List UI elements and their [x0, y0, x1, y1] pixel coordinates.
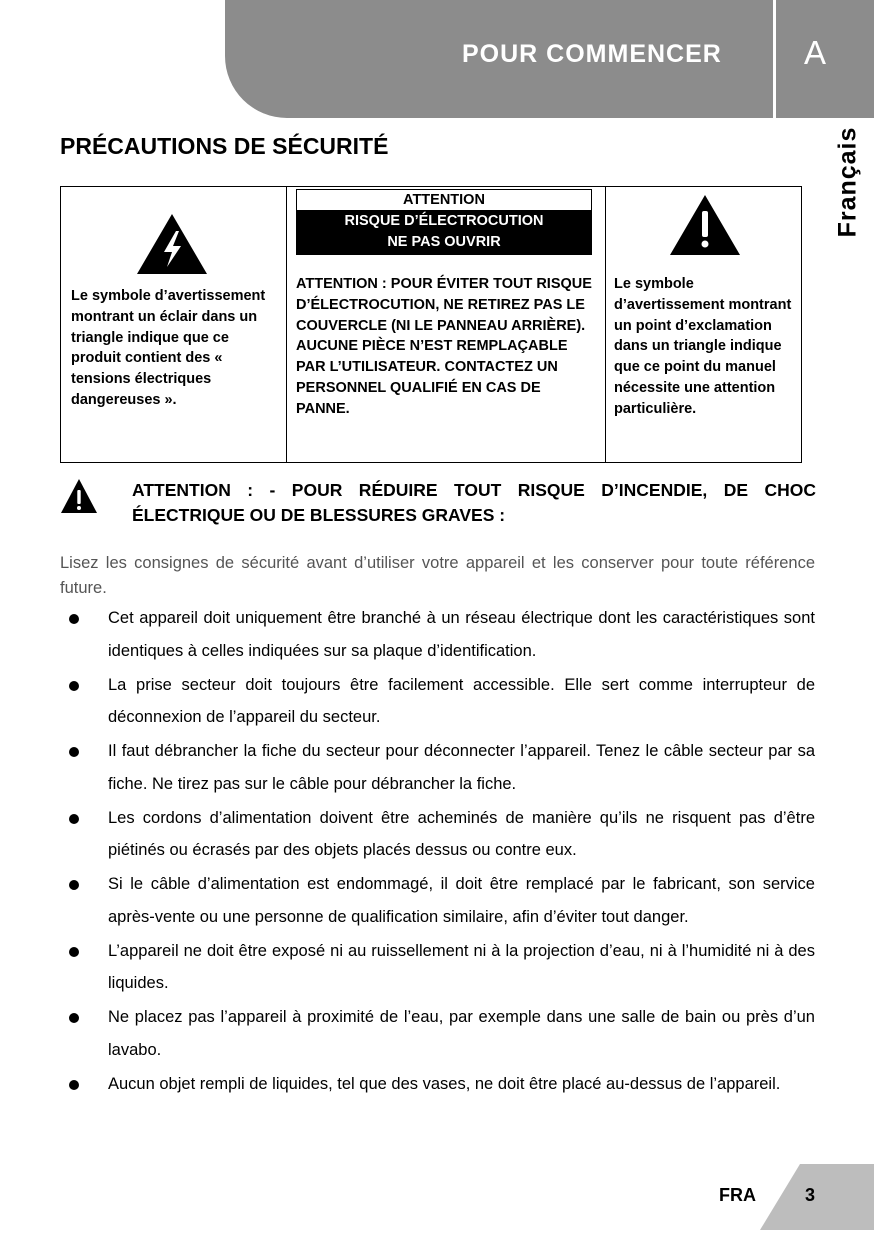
bullet-dot — [69, 1013, 79, 1023]
list-item — [60, 1068, 815, 1101]
bullet-dot — [69, 814, 79, 824]
list-item-text: Les cordons d’alimentation doivent être acheminés de manière qu’ils ne risquent pas d’être piétinés ou écrasés par des objets placés dessus ou contre eux. — [108, 808, 815, 859]
list-item — [60, 868, 815, 933]
caution-label-box — [296, 189, 592, 255]
footer-language-code: FRA — [719, 1185, 756, 1205]
bullet-dot — [69, 614, 79, 624]
list-item — [60, 1001, 815, 1066]
chapter-letter: A — [803, 34, 826, 71]
list-item-text: Ne placez pas l’appareil à proximité de l’eau, par exemple dans une salle de bain ou près d’un lavabo. — [108, 1008, 815, 1059]
page-title: PRÉCAUTIONS DE SÉCURITÉ — [60, 133, 389, 159]
warning-symbols-table — [60, 186, 802, 463]
language-label-text: Français — [833, 126, 862, 238]
footer-page-tab — [760, 1164, 874, 1230]
list-item — [60, 669, 815, 734]
list-item-text: L’appareil ne doit être exposé ni au ruissellement ni à la projection d’eau, ni à l’humidité ni à des liquides. — [108, 941, 815, 992]
caution-description: ATTENTION : POUR ÉVITER TOUT RISQUE D’ÉLECTROCUTION, NE RETIREZ PAS LE COUVERCLE (NI LE PANNEAU ARRIÈRE). AUCUNE PIÈCE N’EST REMPLAÇABLE PAR L’UTILISATEUR. CONTACTEZ UN PERSONNEL QUALIFIÉ EN CAS DE PANNE. — [296, 276, 592, 417]
side-language-label — [828, 126, 868, 238]
list-item — [60, 602, 815, 667]
caution-header: ATTENTION — [403, 192, 485, 208]
list-item-text: Il faut débrancher la fiche du secteur pour déconnecter l’appareil. Tenez le câble secteur par sa fiche. Ne tirez pas sur le câble pour débrancher la fiche. — [108, 742, 815, 793]
caution-line-1: RISQUE D’ÉLECTROCUTION — [344, 213, 544, 229]
attention-notice-text: ATTENTION : - POUR RÉDUIRE TOUT RISQUE D’INCENDIE, DE CHOC ÉLECTRIQUE OU DE BLESSURES GRAVES : — [132, 480, 816, 525]
list-item-text: Si le câble d’alimentation est endommagé, il doit être remplacé par le fabricant, son service après-vente ou une personne de qualification similaire, afin d’éviter tout danger. — [108, 875, 815, 926]
exclamation-symbol-description: Le symbole d’avertissement montrant un point d’exclamation dans un triangle indique que ce point du manuel nécessite une attention particulière. — [614, 276, 792, 417]
caution-black-band — [297, 210, 591, 254]
bullet-dot — [69, 1080, 79, 1090]
list-item — [60, 802, 815, 867]
chapter-title: POUR COMMENCER — [462, 40, 722, 68]
lightning-triangle-icon — [136, 213, 208, 275]
bullet-dot — [69, 747, 79, 757]
bullet-dot — [69, 947, 79, 957]
list-item-text: Cet appareil doit uniquement être branché à un réseau électrique dont les caractéristiques sont identiques à celles indiquées sur sa plaque d’identification. — [108, 609, 815, 660]
caution-line-2: NE PAS OUVRIR — [387, 233, 501, 250]
bullet-dot — [69, 681, 79, 691]
exclamation-triangle-icon — [669, 194, 741, 256]
list-item — [60, 735, 815, 800]
exclamation-symbol-cell — [606, 187, 801, 462]
lightning-symbol-cell — [61, 187, 287, 462]
safety-instructions-list — [60, 602, 815, 1102]
list-item-text: La prise secteur doit toujours être facilement accessible. Elle sert comme interrupteur de déconnexion de l’appareil du secteur. — [108, 675, 815, 726]
lightning-symbol-description: Le symbole d’avertissement montrant un éclair dans un triangle indique que ce produit contient des « tensions électriques dangereuses ». — [71, 288, 266, 408]
list-item-text: Aucun objet rempli de liquides, tel que des vases, ne doit être placé au-dessus de l’appareil. — [108, 1074, 781, 1093]
page-number: 3 — [805, 1185, 816, 1205]
intro-paragraph: Lisez les consignes de sécurité avant d’utiliser votre appareil et les conserver pour toute référence future. — [60, 554, 815, 597]
caution-cell — [287, 187, 606, 462]
attention-notice — [60, 478, 816, 528]
bullet-dot — [69, 880, 79, 890]
list-item — [60, 935, 815, 1000]
warning-triangle-icon — [60, 478, 98, 514]
